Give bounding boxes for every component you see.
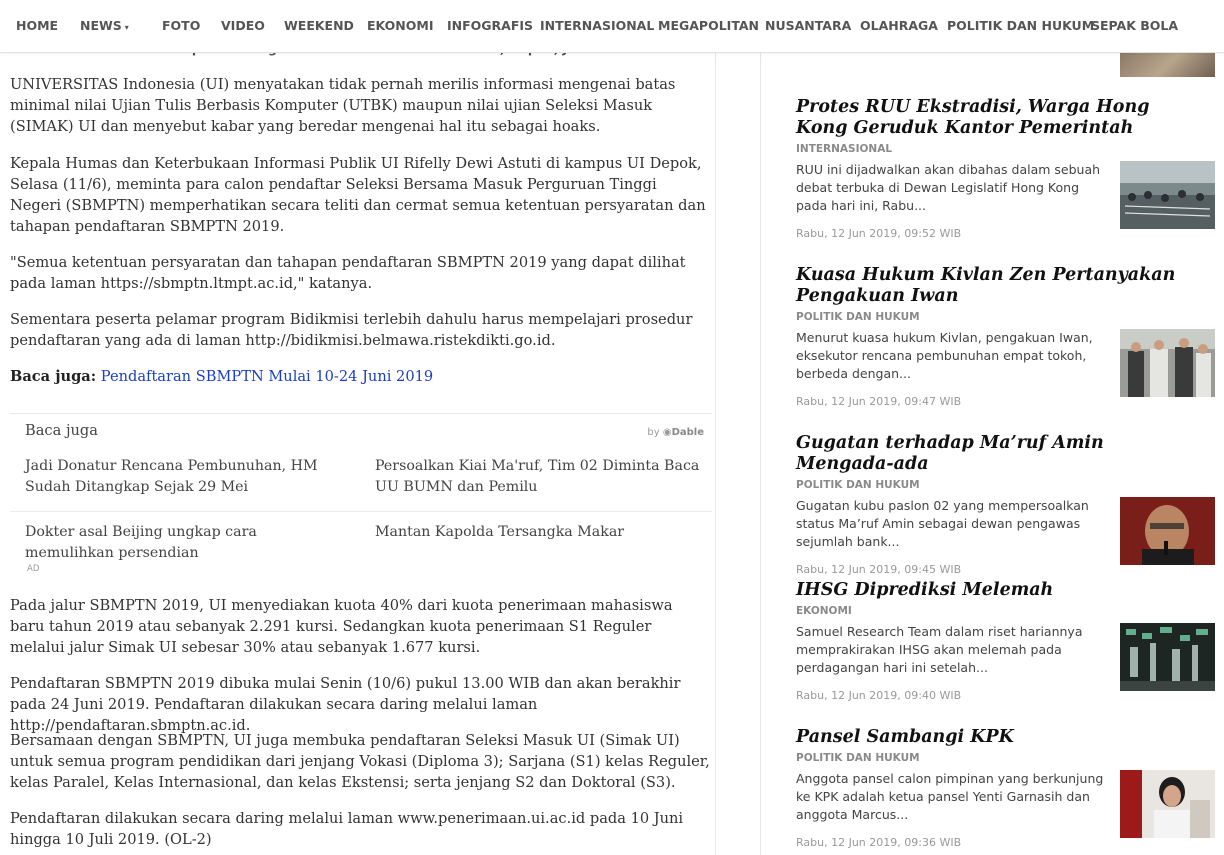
dable-logo-icon: ◉ — [662, 427, 672, 438]
nav-nusantara[interactable]: NUSANTARA — [765, 18, 852, 33]
nav-internasional[interactable]: INTERNASIONAL — [540, 18, 655, 33]
news-time: Rabu, 12 Jun 2019, 09:47 WIB — [796, 395, 962, 408]
nav-politik-dan-hukum[interactable]: POLITIK DAN HUKUM — [947, 18, 1095, 33]
news-time: Rabu, 12 Jun 2019, 09:36 WIB — [796, 836, 962, 849]
news-category[interactable]: POLITIK DAN HUKUM — [796, 479, 920, 491]
article-paragraph: Sementara peserta pelamar program Bidikmisi terlebih dahulu harus mempelajari prosedur pendaftaran yang ada di laman http://bidikmisi.belmawa.ristekdikti.go.id. — [10, 311, 693, 349]
news-item — [796, 580, 1221, 702]
news-title[interactable]: Gugatan terhadap Ma’ruf Amin Mengada-ada — [796, 433, 1104, 474]
baca-juga-link[interactable]: Pendaftaran SBMPTN Mulai 10-24 Juni 2019 — [100, 368, 434, 385]
sidebar — [760, 0, 1224, 855]
nav-infografis[interactable]: INFOGRAFIS — [447, 18, 534, 33]
top-navigation — [0, 0, 1224, 53]
news-title[interactable]: Protes RUU Ekstradisi, Warga Hong Kong Geruduk Kantor Pemerintah — [796, 97, 1150, 138]
dable-item[interactable]: Dokter asal Beijing ungkap cara memulihkan persendian — [25, 524, 257, 561]
article-paragraph: Pada jalur SBMPTN 2019, UI menyediakan kuota 40% dari kuota penerimaan mahasiswa baru tahun 2019 atau sebanyak 2.291 kursi. Sedangkan kuota penerimaan S1 Reguler melalui jalur Simak UI sebesar 30% atau sebanyak 1.677 kursi. — [10, 597, 673, 656]
news-category[interactable]: INTERNASIONAL — [796, 143, 893, 155]
news-thumbnail[interactable] — [1120, 623, 1215, 691]
news-category[interactable]: POLITIK DAN HUKUM — [796, 752, 920, 764]
news-item — [796, 97, 1221, 240]
news-category[interactable]: POLITIK DAN HUKUM — [796, 311, 920, 323]
nav-news[interactable] — [80, 18, 129, 33]
article-paragraph: "Semua ketentuan persyaratan dan tahapan pendaftaran SBMPTN 2019 yang dapat dilihat pada laman https://sbmptn.ltmpt.ac.id," katanya. — [10, 254, 686, 292]
dable-divider — [10, 511, 712, 512]
baca-juga-line — [10, 366, 710, 387]
dable-item[interactable]: Jadi Donatur Rencana Pembunuhan, HM Sudah Ditangkap Sejak 29 Mei — [25, 458, 318, 495]
nav-foto[interactable]: FOTO — [162, 18, 201, 33]
news-summary: RUU ini dijadwalkan akan dibahas dalam sebuah debat terbuka di Dewan Legislatif Hong Kong pada hari ini, Rabu... — [796, 162, 1101, 213]
dable-header: Baca juga — [25, 422, 98, 439]
news-summary: Menurut kuasa hukum Kivlan, pengakuan Iwan, eksekutor rencana pembunuhan empat tokoh, berbeda dengan... — [796, 330, 1093, 381]
news-summary: Anggota pansel calon pimpinan yang berkunjung ke KPK adalah ketua pansel Yenti Garnasih dan anggota Marcus... — [796, 771, 1104, 822]
dable-widget — [10, 413, 712, 573]
news-thumbnail[interactable] — [1120, 497, 1215, 565]
dable-item[interactable]: Mantan Kapolda Tersangka Makar — [375, 524, 625, 540]
news-thumbnail[interactable] — [1120, 53, 1215, 77]
article-paragraph: Pendaftaran SBMPTN 2019 dibuka mulai Senin (10/6) pukul 13.00 WIB dan akan berakhir pada 24 Juni 2019. Pendaftaran dilakukan secara daring melalui laman http://pendaftaran.sbmptn.ac.id. — [10, 675, 681, 734]
news-time: Rabu, 12 Jun 2019, 09:40 WIB — [796, 689, 962, 702]
nav-video[interactable]: VIDEO — [221, 18, 265, 33]
nav-news-label: NEWS — [80, 18, 122, 33]
news-summary: Samuel Research Team dalam riset hariannya memprakirakan IHSG akan melemah pada perdagangan hari ini setelah... — [796, 624, 1083, 675]
news-title[interactable]: IHSG Diprediksi Melemah — [796, 580, 1054, 600]
article-paragraph: Kepala Humas dan Keterbukaan Informasi Publik UI Rifelly Dewi Astuti di kampus UI Depok, Selasa (11/6), meminta para calon pendaftar Seleksi Bersama Masuk Perguruan Tinggi Negeri (SBMPTN) memperhatikan secara teliti dan cermat semua ketentuan persyaratan dan tahapan pendaftaran SBMPTN 2019. — [10, 155, 706, 235]
nav-home[interactable]: HOME — [16, 18, 59, 33]
news-title[interactable]: Pansel Sambangi KPK — [796, 727, 1014, 747]
article-paragraph: Bersamaan dengan SBMPTN, UI juga membuka pendaftaran Seleksi Masuk UI (Simak UI) untuk semua program pendidikan dari jenjang Vokasi (Diploma 3); Sarjana (S1) kelas Reguler, kelas Paralel, Kelas Internasional, dan kelas Ekstensi; serta jenjang S2 dan Doktoral (S3). — [10, 732, 710, 791]
news-item — [796, 727, 1221, 849]
news-thumbnail[interactable] — [1120, 329, 1215, 397]
article-paragraph: UNIVERSITAS Indonesia (UI) menyatakan tidak pernah merilis informasi mengenai batas minimal nilai Ujian Tulis Berbasis Komputer (UTBK) maupun nilai ujian Seleksi Masuk (SIMAK) UI dan menyebut kabar yang beredar mengenai hal itu sebagai hoaks. — [10, 76, 676, 135]
news-thumbnail[interactable] — [1120, 161, 1215, 229]
news-summary: Gugatan kubu paslon 02 yang mempersoalkan status Ma’ruf Amin sebagai dewan pengawas sejumlah bank... — [796, 498, 1089, 549]
baca-juga-label: Baca juga: — [10, 368, 97, 385]
news-item — [796, 265, 1221, 408]
dable-item[interactable]: Persoalkan Kiai Ma'ruf, Tim 02 Diminta Baca UU BUMN dan Pemilu — [375, 458, 700, 495]
nav-olahraga[interactable]: OLAHRAGA — [860, 18, 938, 33]
chevron-down-icon: ▾ — [124, 23, 129, 32]
dable-by: by — [647, 427, 660, 438]
news-item — [796, 433, 1221, 576]
nav-megapolitan[interactable]: MEGAPOLITAN — [658, 18, 760, 33]
news-category[interactable]: EKONOMI — [796, 605, 852, 617]
nav-ekonomi[interactable]: EKONOMI — [367, 18, 434, 33]
news-title[interactable]: Kuasa Hukum Kivlan Zen Pertanyakan Pengakuan Iwan — [796, 265, 1176, 306]
nav-weekend[interactable]: WEEKEND — [284, 18, 354, 33]
news-time: Rabu, 12 Jun 2019, 09:45 WIB — [796, 563, 962, 576]
article-paragraph: Pendaftaran dilakukan secara daring melalui laman www.penerimaan.ui.ac.id pada 10 Juni hingga 10 Juli 2019. (OL-2) — [10, 810, 684, 848]
nav-sepak-bola[interactable]: SEPAK BOLA — [1091, 18, 1179, 33]
dable-credit[interactable] — [647, 427, 704, 438]
news-thumbnail[interactable] — [1120, 770, 1215, 838]
dable-brand: Dable — [671, 427, 704, 438]
news-time: Rabu, 12 Jun 2019, 09:52 WIB — [796, 227, 962, 240]
ad-label: AD — [27, 564, 40, 574]
